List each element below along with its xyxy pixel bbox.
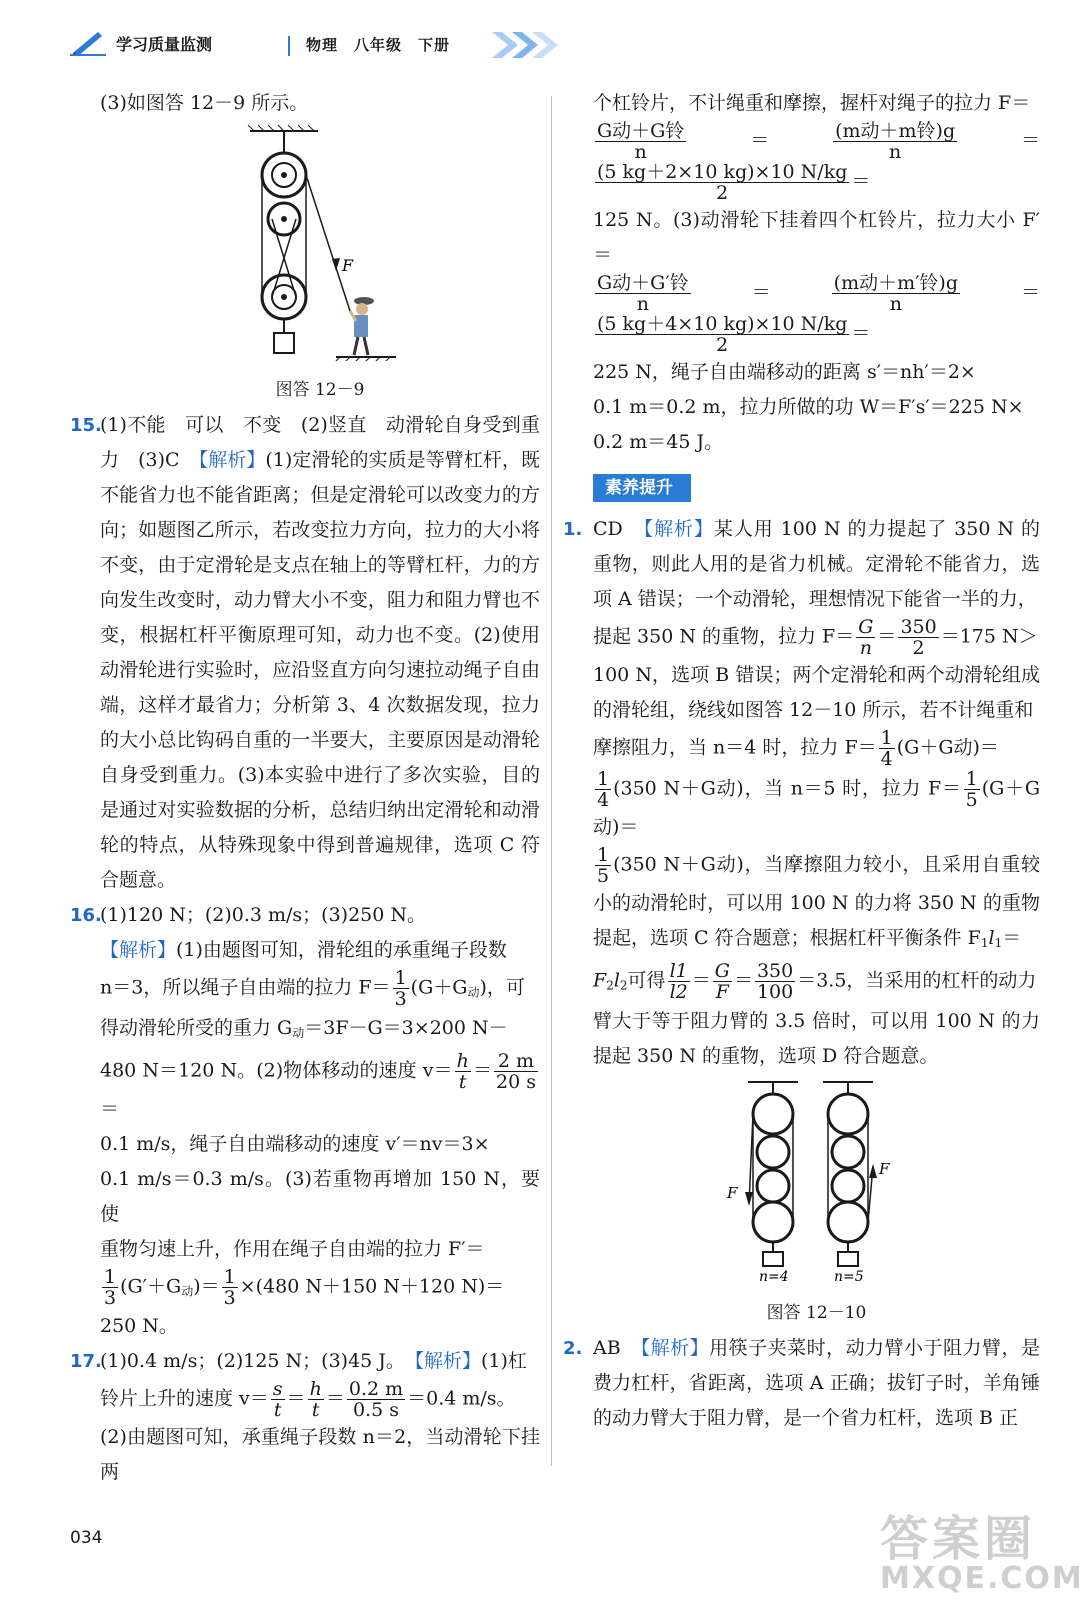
figure-12-10-caption: 图答 12－10	[766, 1302, 867, 1323]
text-segment: 重物匀速上升，作用在绳子自由端的拉力 F′＝	[100, 1237, 485, 1260]
answer-s2	[563, 1331, 1040, 1436]
pulley-system-n4	[726, 1082, 798, 1284]
fraction	[393, 968, 409, 1009]
text-segment: 用筷子夹菜时，动力臂小于阻力臂，是费力杠杆，省距离，选项 A 正确；拔钉子时，羊角锤的动力臂大于阻力臂，是一个省力杠杆，选项 B 正	[593, 1336, 1040, 1429]
answer-17-continued: 个杠铃片，不计绳重和摩擦，握杆对绳子的拉力 F＝ $\frac{\text{G动＋G铃}}{n}$ ＝ $\frac{\text{(m动＋m铃)g}}{n}$ ＝ $\frac{(5 kg+2\times 10 kg)\times 10 N/kg}{2}$ ＝ 125 N。(3)动滑轮下挂着四个杠铃片，拉力大小 F′＝ $\frac{\text{G动＋G′铃}}{n}$ ＝ $\frac{\text{(m动＋m′铃)g}}{n}$ ＝ $\frac{(5 kg+4\times 10 kg)\times 10 N/kg}{2}$ ＝ 225 N，绳子自由端移动的距离 s′＝nh′＝2× 0.1 m＝0.2 m，拉力所做的功 W＝F′s′＝225 N× 0.2 m＝45 J。	[593, 92, 1040, 453]
text-segment: ×(480 N＋150 N＋120 N)＝	[239, 1275, 505, 1297]
fraction	[102, 1267, 118, 1308]
page-header	[70, 28, 510, 62]
fraction	[595, 162, 849, 203]
fraction	[595, 121, 686, 162]
section-heading: 素养提升	[593, 474, 691, 502]
series-tag: 学习质量监测	[116, 35, 213, 54]
text-segment: n	[636, 293, 649, 315]
text-segment: l	[613, 969, 620, 992]
text-segment: (5 kg＋4×10 kg)×10 N/kg	[597, 313, 848, 335]
text-segment: ＝175 N＞	[940, 625, 1038, 648]
text-segment: (2)由题图可知，承重绳子段数 n＝2，当动滑轮下挂两	[100, 1426, 540, 1483]
answer-15	[70, 408, 540, 898]
text-segment: 350	[756, 960, 794, 982]
analysis-tag: 【解析】	[643, 518, 714, 540]
text-segment: (1)120 N；(2)0.3 m/s；(3)250 N。	[100, 904, 427, 926]
figure-12-10-pulley-systems	[593, 1074, 1040, 1284]
text-segment: (m动＋m′铃)g	[833, 272, 958, 294]
text-segment: 1	[994, 936, 1003, 950]
fraction	[222, 1267, 238, 1308]
fraction	[595, 769, 611, 810]
text-segment: (1)不能 可以 不变 (2)竖直 动滑轮自身受到重力 (3)C	[100, 414, 540, 471]
text-segment: 350	[900, 616, 937, 638]
fraction	[964, 769, 980, 810]
text-segment: 0.1 m＝0.2 m，拉力所做的功 W＝F′s′＝225 N×	[593, 396, 1024, 418]
text-segment: 摩擦阻力，当 n＝4 时，拉力 F＝	[593, 736, 877, 759]
question-number: 16.	[70, 905, 102, 926]
text-segment: 2	[716, 334, 729, 356]
text-segment: F	[727, 1183, 738, 1202]
text-segment: n	[634, 141, 647, 163]
fraction	[308, 1379, 324, 1420]
fraction	[595, 845, 611, 886]
text-segment: t	[273, 1399, 282, 1421]
text-segment: (m动＋m铃)g	[835, 120, 956, 142]
text-segment: n	[859, 637, 872, 659]
subject-label: 物理 八年级 下册	[306, 36, 451, 54]
text-segment: 2	[716, 182, 729, 204]
question-number: 17.	[70, 1351, 102, 1372]
text-segment: 个杠铃片，不计绳重和摩擦，握杆对绳子的拉力 F＝	[593, 92, 1031, 114]
text-segment: 动	[181, 1284, 194, 1298]
text-segment: 20 s	[496, 1070, 536, 1093]
text-segment: ＝	[1002, 927, 1022, 949]
chevron-arrows-icon	[490, 28, 570, 62]
label-n5: n=5	[834, 1268, 864, 1284]
text-segment: 0.2 m	[348, 1378, 404, 1400]
fraction	[832, 273, 960, 314]
text-segment: 某人用 100 N 的力提起了 350 N 的重物，则此人用的是省力机械。定滑轮不能省力，选项 A 错误；一个动滑轮，理想情况下能省一半的力，	[593, 518, 1040, 610]
pulley-system-n5	[823, 1082, 890, 1284]
answer-s1: 1. CD 【解析】某人用 100 N 的力提起了 350 N 的重物，则此人用的是省力机械。定滑轮不能省力，选项 A 错误；一个动滑轮，理想情况下能省一半的力， 提起 350 N 的重物，拉力 F＝ $\frac{G}{n}$ ＝ $\frac{350}{2}$ ＝175 N＞ 100 N，选项 B 错误；两个定滑轮和两个动滑轮组成的滑轮组，绕线如图答 12－10 所示，若不计绳重和 摩擦阻力，当 n＝4 时，拉力 F＝ $\frac{1}{4}$ (G＋G动)＝ $\frac{1}{4}$ (350 N＋G动)，当 n＝5 时，拉力 F＝ $\frac{1}{5}$ (G＋G动)＝ $\frac{1}{5}$ (350 N＋G动)，当摩擦阻力较小，且采用自重较小的动滑轮时，可以用 100 N 的力将 350 N 的重物提起，选项 C 符合题意；根据杠杆平衡条件 $F_1l_1=$ $F_2l_2$可得 $\frac{l1}{l2}$ ＝ $\frac{G}{F}$ ＝ $\frac{350}{100}$ ＝3.5，当采用的杠杆的动力 臂大于等于阻力臂的 3.5 倍时，可以用 100 N 的力提起 350 N 的重物，选项 D 符合题意。	[593, 512, 1040, 1074]
figure-12-9-pulley	[100, 121, 540, 361]
answer-17: 17.(1)0.4 m/s；(2)125 N；(3)45 J。 【解析】(1)杠 铃片上升的速度 v＝ $\frac{s}{t}$ ＝ $\frac{h}{t}$ ＝ $\frac{0.2 m}{0.5 s}$ ＝0.4 m/s。 (2)由题图可知，承重绳子段数 n＝2，当动滑轮下挂两	[100, 1344, 540, 1490]
text-segment: (1)杠	[480, 1350, 527, 1372]
text-segment: 0.1 m/s＝0.3 m/s。(3)若重物再增加 150 N，要使	[100, 1167, 540, 1225]
text-segment: n	[889, 293, 902, 315]
fraction	[856, 617, 875, 658]
fraction	[595, 314, 849, 355]
text-segment: 225 N，绳子自由端移动的距离 s′＝nh′＝2×	[593, 361, 976, 383]
question-number: 2.	[563, 1337, 583, 1359]
text-segment: )，可	[479, 976, 525, 999]
text-segment: 0.2 m＝45 J。	[593, 431, 724, 453]
text-segment: 可得	[627, 969, 666, 992]
text-segment: F	[715, 981, 729, 1003]
text-segment: 1	[597, 844, 610, 866]
text-segment: l2	[669, 981, 688, 1003]
text-segment: 铃片上升的速度 v＝	[100, 1387, 269, 1410]
force-label: F	[342, 256, 354, 275]
text-segment: 1	[965, 768, 978, 790]
fraction	[595, 273, 691, 314]
text-segment: l	[988, 927, 995, 949]
fraction	[494, 1051, 538, 1092]
question-number: 1.	[563, 519, 583, 540]
text-segment: 2	[912, 637, 925, 659]
watermark	[880, 1500, 1084, 1596]
text-segment: 3	[104, 1286, 117, 1309]
text-segment: 2 m	[494, 1051, 538, 1072]
figure-12-9-caption: 图答 12－9	[275, 380, 365, 400]
text-segment: AB	[593, 1336, 641, 1359]
text-segment: t	[311, 1399, 320, 1421]
answer-16: 16.(1)120 N；(2)0.3 m/s；(3)250 N。 【解析】(1)由题图可知，滑轮组的承重绳子段数 n＝3，所以绳子自由端的拉力 F＝ $\frac{1}{3}$ $(G+G_动)$，可 得动滑轮所受的重力 $G_动=3F-G=3\times 200$ N－ 480 N＝120 N。(2)物体移动的速度 v＝ $\frac{h}{t}$ ＝ $\frac{2 m}{20 s}$ ＝ 0.1 m/s，绳子自由端移动的速度 v′＝nv＝3× 0.1 m/s＝0.3 m/s。(3)若重物再增加 150 N，要使 重物匀速上升，作用在绳子自由端的拉力 F′＝ $\frac{1}{3}$ $(G'+G_动)=$ $\frac{1}{3}$ ×(480 N＋150 N＋120 N)＝ 250 N。	[100, 898, 540, 1344]
text-segment: 1	[597, 768, 610, 790]
column-divider	[551, 96, 552, 1466]
text-segment: )＝	[193, 1275, 220, 1297]
text-segment: (G′＋G	[120, 1275, 182, 1297]
text-segment: 4	[880, 748, 893, 770]
answer-14-part3: (3)如图答 12－9 所示。	[100, 92, 309, 114]
text-segment: 125 N。(3)动滑轮下挂着四个杠铃片，拉力大小 F′＝	[593, 209, 1040, 266]
fraction	[713, 961, 732, 1002]
text-segment: 动	[467, 985, 480, 1000]
watermark-logo-text: 答案圈	[880, 1511, 1037, 1567]
text-segment: 480 N＝120 N。(2)物体移动的速度 v＝	[100, 1059, 453, 1081]
text-segment: 100	[756, 981, 794, 1003]
fraction	[833, 121, 957, 162]
text-segment: 250 N。	[100, 1315, 178, 1337]
text-segment: 1	[394, 967, 407, 989]
text-segment: h	[456, 1049, 469, 1072]
question-number: 15.	[70, 415, 102, 436]
text-segment: l1	[669, 960, 688, 982]
text-segment: 动	[292, 1025, 305, 1040]
fraction	[668, 961, 690, 1002]
text-segment: 2	[606, 978, 614, 993]
text-segment: 4	[597, 789, 610, 811]
label-n4: n=4	[759, 1268, 789, 1284]
text-segment: F	[593, 969, 607, 992]
text-segment: 1	[980, 936, 989, 950]
analysis-tag: 【解析】	[414, 1350, 481, 1372]
fraction	[271, 1379, 285, 1420]
analysis-tag: 【解析】	[640, 1336, 710, 1359]
text-segment: (1)0.4 m/s；(2)125 N；(3)45 J。	[100, 1350, 415, 1372]
text-segment: (G＋G	[410, 976, 468, 999]
text-segment: F	[879, 1159, 890, 1178]
text-segment: s	[272, 1378, 283, 1400]
page-number: 034	[70, 1528, 103, 1548]
person-figure	[350, 297, 374, 355]
text-segment: 5	[597, 865, 610, 887]
text-segment: (5 kg＋2×10 kg)×10 N/kg	[597, 161, 848, 183]
text-segment: 得动滑轮所受的重力 G	[100, 1016, 293, 1039]
analysis-tag: 【解析】	[198, 449, 266, 471]
text-segment: 1	[223, 1265, 236, 1288]
watermark-url: MXQE.COM	[880, 1561, 1084, 1596]
text-segment: 臂大于等于阻力臂的 3.5 倍时，可以用 100 N 的力提起 350 N 的重物，选项 D 符合题意。	[593, 1009, 1040, 1067]
text-segment: 5	[965, 789, 978, 811]
fraction	[455, 1051, 471, 1092]
text-segment: G	[858, 616, 874, 638]
text-segment: (1)定滑轮的实质是等臂杠杆，既不能省力也不能省距离；但是定滑轮可以改变力的方向；如题图乙所示，若改变拉力方向，拉力的大小将不变，由于定滑轮是支点在轴上的等臂杠杆，力的方向发生改变时，动力臂大小不变，阻力和阻力臂也不变，根据杠杆平衡原理可知，动力也不变。(2)使用动滑轮进行实验时，应沿竖直方向匀速拉动绳子自由端，这样才最省力；分析第 3、4 次数据发现，拉力的大小总比钩码自重的一半要大，主要原因是动滑轮自身受到重力。(3)本实验中进行了多次实验，目的是通过对实验数据的分析，总结归纳出定滑轮和动滑轮的特点，从特殊现象中得到普遍规律，选项 C 符合题意。	[100, 449, 540, 891]
fraction	[755, 961, 795, 1002]
fraction	[879, 728, 895, 769]
text-segment: ＝0.4 m/s。	[407, 1387, 516, 1410]
text-segment: 0.5 s	[352, 1399, 399, 1421]
text-segment: (G＋G动)＝	[593, 777, 1040, 838]
text-segment: 1	[104, 1265, 117, 1288]
text-segment: 3	[223, 1286, 236, 1309]
text-segment: (350 N＋G动)，当摩擦阻力较小，且采用自重较小的动滑轮时，可以用 100 N 的力将 350 N 的重物提起，选项 C 符合题意；根据杠杆平衡条件 F	[593, 853, 1040, 949]
text-segment: 2	[619, 978, 628, 993]
text-segment: G动＋G铃	[597, 120, 685, 142]
header-separator	[288, 36, 290, 56]
text-segment: (350 N＋G动)，当 n＝5 时，拉力 F＝	[613, 777, 962, 800]
text-segment: (1)由题图可知，滑轮组的承重绳子段数	[176, 939, 507, 961]
analysis-tag: 【解析】	[100, 939, 177, 961]
text-segment: 1	[880, 727, 893, 749]
right-column	[563, 86, 1040, 1436]
text-segment: G动＋G′铃	[597, 272, 689, 294]
text-segment: 提起 350 N 的重物，拉力 F＝	[593, 625, 855, 648]
text-segment: 100 N，选项 B 错误；两个定滑轮和两个动滑轮组成的滑轮组，绕线如图答 12－10 所示，若不计绳重和	[593, 664, 1040, 721]
text-segment: n＝3，所以绳子自由端的拉力 F＝	[100, 976, 391, 999]
text-segment: (G＋G动)＝	[896, 736, 999, 759]
text-segment: 0.1 m/s，绳子自由端移动的速度 v′＝nv＝3×	[100, 1132, 490, 1155]
text-segment: ＝3F－G＝3×200 N－	[304, 1016, 508, 1039]
text-segment: n	[888, 141, 902, 163]
text-segment: 3	[394, 988, 407, 1010]
fraction	[898, 617, 938, 658]
text-segment: ＝3.5，当采用的杠杆的动力	[797, 969, 1037, 992]
text-segment: h	[309, 1378, 322, 1400]
left-column	[70, 86, 540, 1490]
text-segment: CD	[593, 518, 644, 540]
text-segment: G	[714, 960, 730, 982]
fraction	[347, 1379, 405, 1420]
text-segment: t	[458, 1070, 467, 1093]
